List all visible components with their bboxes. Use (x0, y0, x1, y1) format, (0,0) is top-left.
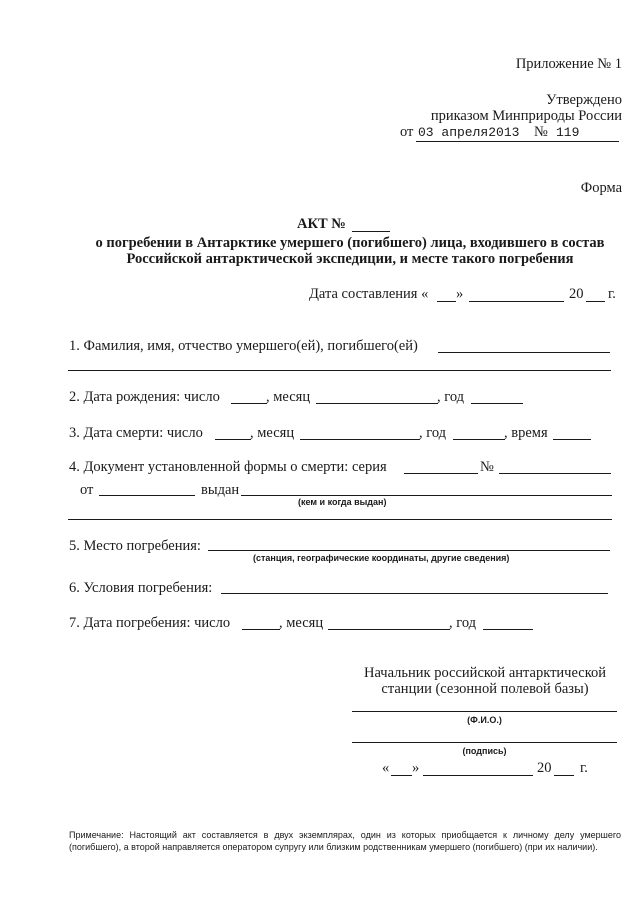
compile-month-line[interactable] (469, 301, 564, 302)
order-date-prefix: от (400, 124, 414, 140)
compile-date-close-quote: » (456, 286, 464, 302)
signatory-fio-line[interactable] (352, 711, 617, 712)
field4-series-line[interactable] (404, 473, 478, 474)
field5-label: 5. Место погребения: (69, 538, 201, 554)
order-date-underline (416, 141, 619, 142)
act-subtitle-line2: Российской антарктической экспедиции, и месте такого погребения (126, 251, 574, 267)
field4-number-label: № (480, 459, 494, 475)
sign-date-open-quote: « (382, 760, 390, 776)
form-label: Форма (580, 180, 622, 196)
field6-label: 6. Условия погребения: (69, 580, 213, 596)
sign-year-suffix: г. (580, 760, 588, 776)
field5-line[interactable] (208, 550, 610, 551)
sign-date-close-quote: » (412, 760, 420, 776)
field5-hint: (станция, географические координаты, другие сведения) (253, 553, 510, 563)
field4-issued-label: выдан (201, 482, 240, 498)
field2-year-line[interactable] (471, 403, 523, 404)
field4-number-line[interactable] (499, 473, 611, 474)
compile-date-label: Дата составления « (309, 286, 429, 302)
order-label: приказом Минприроды России (430, 108, 622, 124)
field4-issued-hint: (кем и когда выдан) (298, 497, 387, 507)
sign-year-prefix: 20 (537, 760, 552, 776)
field2-month-line[interactable] (316, 403, 438, 404)
act-number-line[interactable] (352, 231, 390, 232)
field7-month-line[interactable] (328, 629, 450, 630)
signatory-fio-hint: (Ф.И.О.) (467, 715, 502, 725)
order-date-value: 03 апреля2013 (418, 125, 520, 140)
field4-issued-line[interactable] (241, 495, 612, 496)
approved-label: Утверждено (546, 92, 622, 108)
field6-line[interactable] (221, 593, 608, 594)
compile-year-suffix: г. (608, 286, 616, 302)
field7-day-line[interactable] (242, 629, 280, 630)
field7-year-label: , год (449, 615, 477, 631)
compile-year-line[interactable] (586, 301, 605, 302)
order-number-prefix: № (534, 124, 548, 140)
field2-day-line[interactable] (231, 403, 267, 404)
field3-month-line[interactable] (300, 439, 420, 440)
compile-year-prefix: 20 (569, 286, 584, 302)
field2-month-label: , месяц (266, 389, 311, 405)
sign-day-line[interactable] (391, 775, 412, 776)
signatory-sign-hint: (подпись) (462, 746, 507, 756)
signatory-title-line2: станции (сезонной полевой базы) (381, 681, 589, 697)
field4-line-b[interactable] (68, 519, 612, 520)
field2-label: 2. Дата рождения: число (69, 389, 220, 405)
field7-month-label: , месяц (279, 615, 324, 631)
act-title: АКТ № (297, 216, 346, 232)
field3-month-label: , месяц (250, 425, 295, 441)
footnote: Примечание: Настоящий акт составляется в двух экземплярах, один из которых приобщается к личному делу умершего (погибшего), а второй направляется оператором супругу или близким родственникам умершего (погибшего) (при их наличии). (69, 830, 621, 852)
field1-line-a[interactable] (438, 352, 610, 353)
field3-label: 3. Дата смерти: число (69, 425, 203, 441)
field2-year-label: , год (437, 389, 465, 405)
signatory-sign-line[interactable] (352, 742, 617, 743)
field3-year-label: , год (419, 425, 447, 441)
order-number-value: 119 (556, 125, 580, 140)
field7-label: 7. Дата погребения: число (69, 615, 231, 631)
field4-label: 4. Документ установленной формы о смерти: серия (69, 459, 387, 475)
field4-from-line[interactable] (99, 495, 195, 496)
field3-year-line[interactable] (453, 439, 505, 440)
sign-month-line[interactable] (423, 775, 533, 776)
field3-day-line[interactable] (215, 439, 251, 440)
compile-day-line[interactable] (437, 301, 456, 302)
field3-time-label: , время (504, 425, 548, 441)
appendix-label: Приложение № 1 (515, 56, 622, 72)
field7-year-line[interactable] (483, 629, 533, 630)
signatory-title-line1: Начальник российской антарктической (363, 665, 607, 681)
act-subtitle-line1: о погребении в Антарктике умершего (погибшего) лица, входившего в состав (95, 235, 605, 251)
field4-from-label: от (80, 482, 94, 498)
field3-time-line[interactable] (553, 439, 591, 440)
field1-line-b[interactable] (68, 370, 611, 371)
sign-year-line[interactable] (554, 775, 574, 776)
field1-label: 1. Фамилия, имя, отчество умершего(ей), погибшего(ей) (69, 338, 418, 354)
